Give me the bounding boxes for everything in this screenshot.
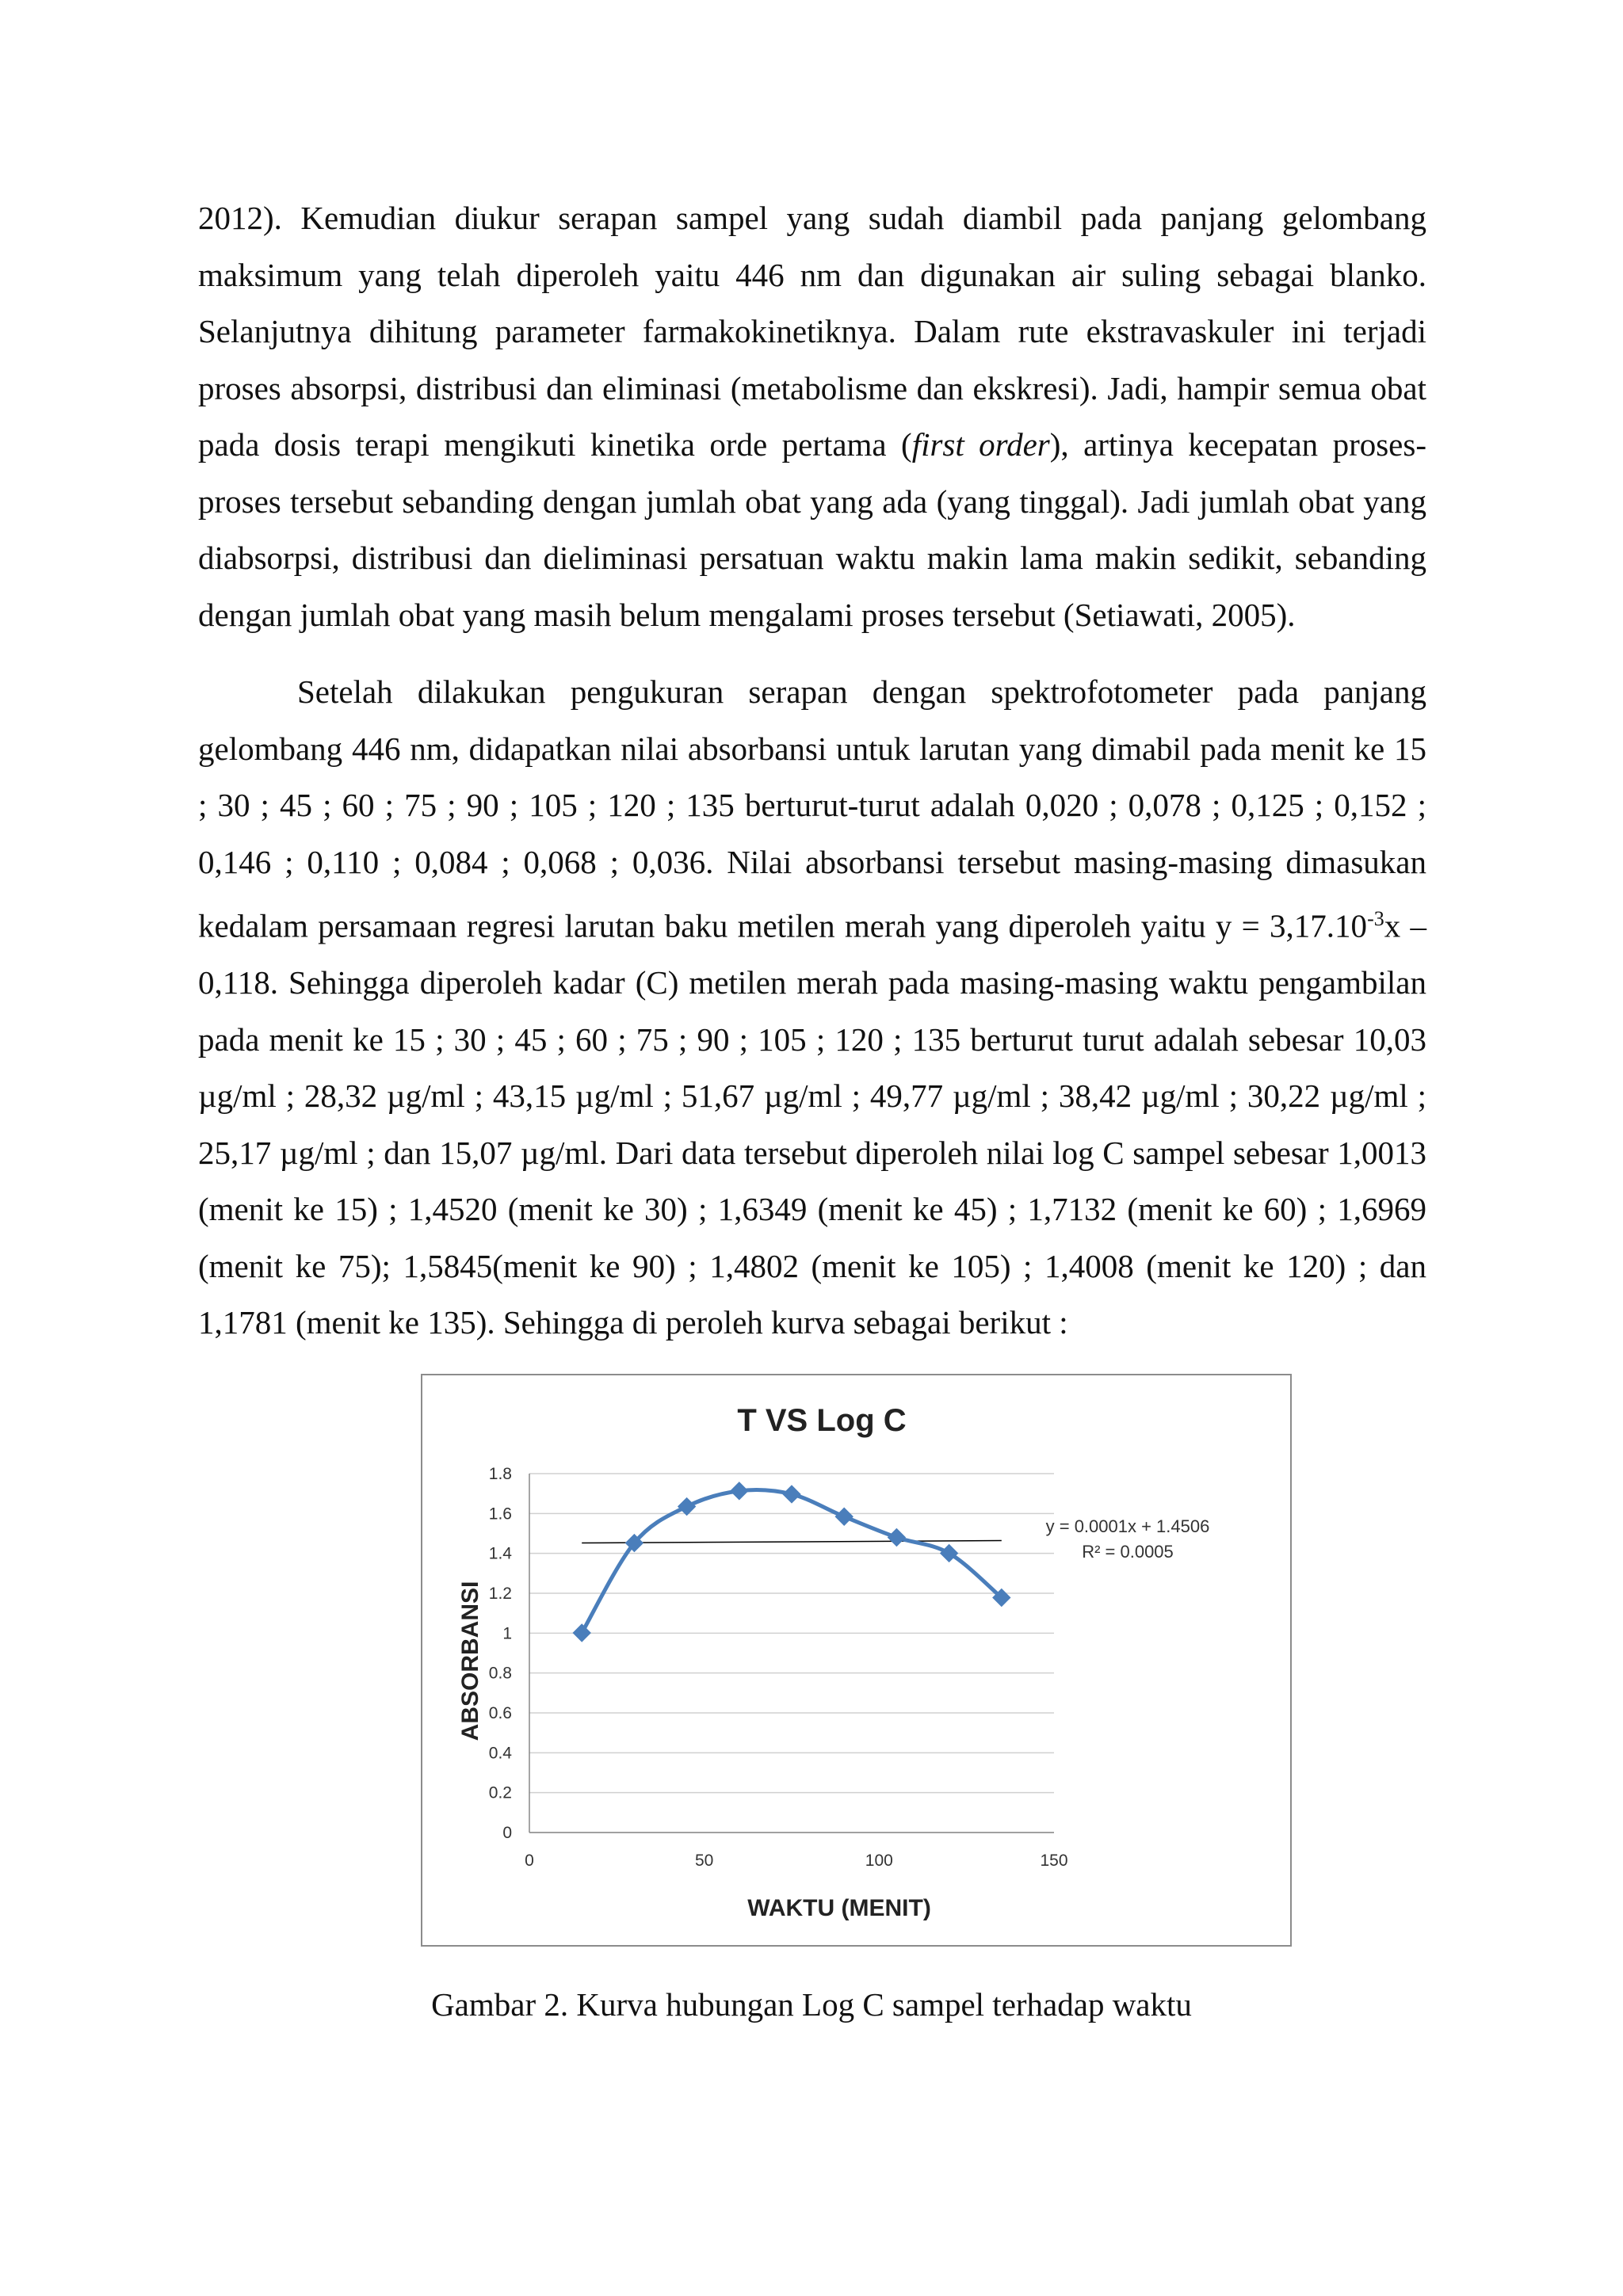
x-tick-label: 150 [1040, 1852, 1068, 1870]
paragraph-1 [198, 190, 1426, 643]
y-tick-label: 0.2 [488, 1783, 512, 1802]
paragraph-2-text-end: x – 0,118. Sehingga diperoleh kadar (C) metilen merah pada masing-masing waktu pengambilan pada menit ke 15 ; 30 ; 45 ; 60 ; 75 ; 90 ; 105 ; 120 ; 135 berturut turut adalah sebesar 10,03 µg/ml ; 28,32 µg/ml ; 43,15 µg/ml ; 51,67 µg/ml ; 49,77 µg/ml ; 38,42 µg/ml ; 30,22 µg/ml ; 25,17 µg/ml ; dan 15,07 µg/ml. Dari data tersebut diperoleh nilai log C sampel sebesar 1,0013 (menit ke 15) ; 1,4520 (menit ke 30) ; 1,6349 (menit ke 45) ; 1,7132 (menit ke 60) ; 1,6969 (menit ke 75); 1,5845(menit ke 90) ; 1,4802 (menit ke 105) ; 1,4008 (menit ke 120) ; dan 1,1781 (menit ke 135). Sehingga di peroleh kurva sebagai berikut : [198, 907, 1427, 1341]
chart-figure [421, 1374, 1292, 1947]
paragraph-2-superscript: -3 [1367, 907, 1384, 930]
y-tick-label: 0.6 [488, 1704, 512, 1722]
y-tick-label: 1.4 [488, 1544, 512, 1563]
y-tick-label: 0 [502, 1824, 512, 1842]
trendline [582, 1541, 1002, 1543]
paragraph-1-text: 2012). Kemudian diukur serapan sampel yang sudah diambil pada panjang gelombang maksimum yang telah diperoleh yaitu 446 nm dan digunakan air suling sebagai blanko. Selanjutnya dihitung parameter farmakokinetiknya. Dalam rute ekstravaskuler ini terjadi proses absorpsi, distribusi dan eliminasi (metabolisme dan ekskresi). Jadi, hampir semua obat pada dosis terapi mengikuti kinetika orde pertama ( [198, 200, 1426, 463]
x-axis-label: WAKTU (MENIT) [747, 1895, 931, 1921]
trendline-annotation: y = 0.0001x + 1.4506 [1045, 1516, 1210, 1536]
y-tick-label: 0.4 [488, 1744, 512, 1763]
y-tick-label: 1 [502, 1624, 512, 1643]
y-tick-label: 1.2 [488, 1585, 512, 1603]
paragraph-1-text-end: ), artinya kecepatan proses-proses tersebut sebanding dengan jumlah obat yang ada (yang tinggal). Jadi jumlah obat yang diabsorpsi, distribusi dan dieliminasi persatuan waktu makin lama makin sedikit, sebanding dengan jumlah obat yang masih belum mengalami proses tersebut (Setiawati, 2005). [198, 426, 1426, 633]
data-point-marker [783, 1486, 800, 1503]
chart-svg [422, 1375, 1290, 1945]
y-tick-label: 1.8 [488, 1465, 512, 1483]
data-point-marker [835, 1508, 853, 1525]
paragraph-2-text: Setelah dilakukan pengukuran serapan dengan spektrofotometer pada panjang gelombang 446 nm, didapatkan nilai absorbansi untuk larutan yang dimabil pada menit ke 15 ; 30 ; 45 ; 60 ; 75 ; 90 ; 105 ; 120 ; 135 berturut-turut adalah 0,020 ; 0,078 ; 0,125 ; 0,152 ; 0,146 ; 0,110 ; 0,084 ; 0,068 ; 0,036. Nilai absorbansi tersebut masing-masing dimasukan kedalam persamaan regresi larutan baku metilen merah yang diperoleh yaitu y = 3,17.10 [198, 673, 1426, 944]
x-tick-label: 50 [694, 1852, 714, 1870]
data-point-marker [888, 1528, 905, 1546]
figure-caption: Gambar 2. Kurva hubungan Log C sampel terhadap waktu [431, 1986, 1192, 2023]
paragraph-2 [198, 664, 1426, 1352]
y-axis-label: ABSORBANSI [457, 1581, 483, 1741]
chart-title: T VS Log C [737, 1403, 907, 1438]
y-tick-label: 0.8 [488, 1664, 512, 1683]
data-point-marker [731, 1482, 748, 1500]
x-tick-label: 100 [865, 1852, 893, 1870]
paragraph-1-italic: first order [911, 426, 1050, 463]
data-point-marker [573, 1624, 590, 1642]
trendline-annotation: R² = 0.0005 [1082, 1542, 1174, 1562]
data-point-marker [678, 1498, 696, 1516]
x-tick-label: 0 [525, 1852, 534, 1870]
series-line [582, 1490, 1002, 1633]
y-tick-label: 1.6 [488, 1505, 512, 1524]
